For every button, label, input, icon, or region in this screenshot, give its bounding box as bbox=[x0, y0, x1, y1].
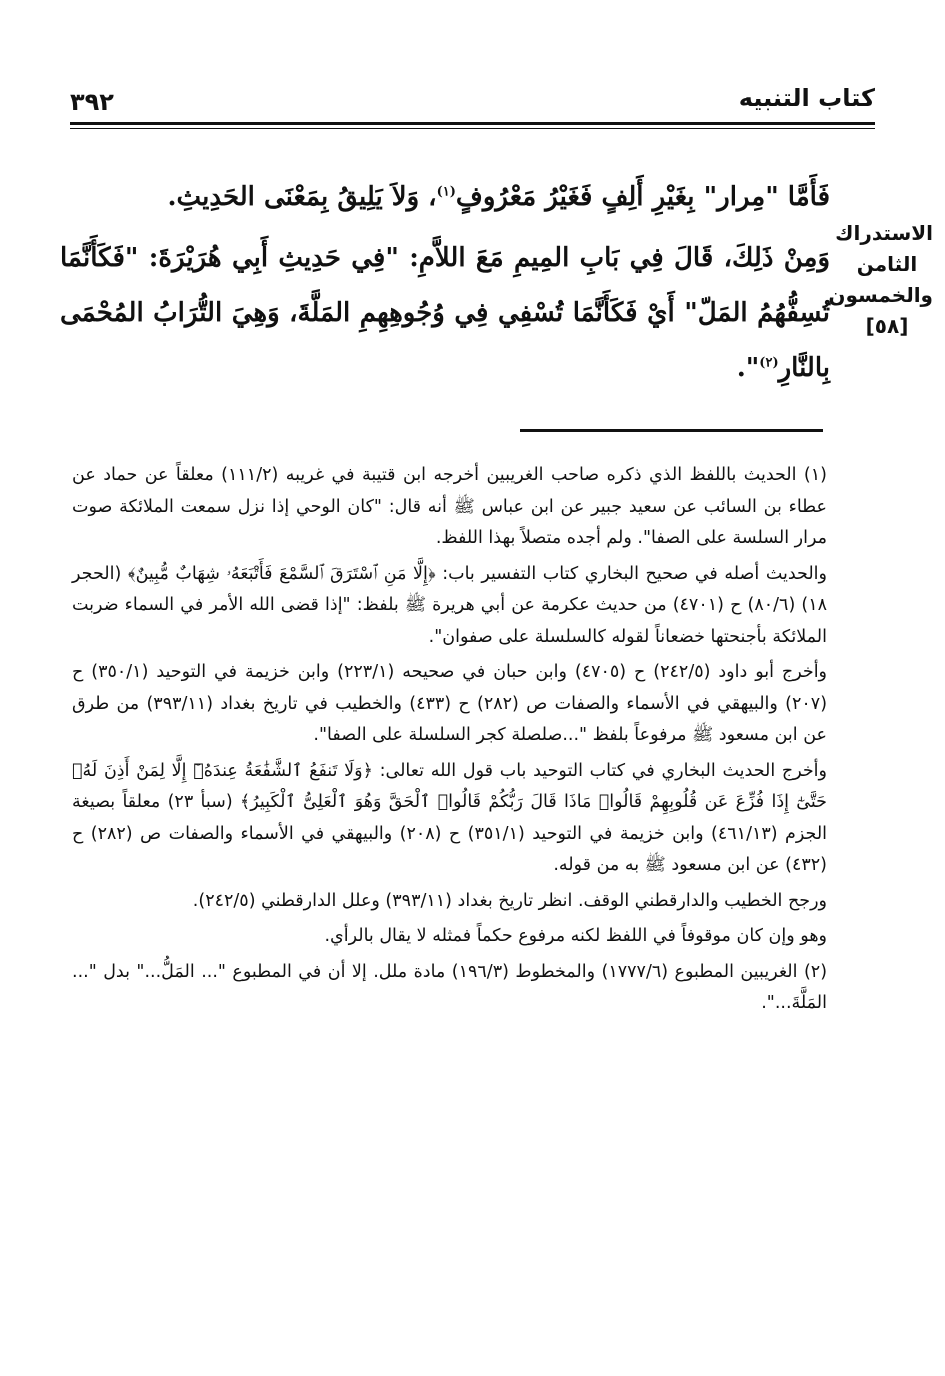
page-number: ٣٩٢ bbox=[70, 88, 114, 116]
footnote-paragraph: ورجح الخطيب والدارقطني الوقف. انظر تاريخ بغداد (٣٩٣/١١) وعلل الدارقطني (٢٤٢/٥). bbox=[192, 890, 827, 911]
footnote-paragraph: (١) الحديث باللفظ الذي ذكره صاحب الغريبين أخرجه ابن قتيبة في غريبه (١١١/٢) معلقاً عن حماد عن عطاء بن السائب عن سعيد جبير عن ابن عباس ﷺ أنه قال: "كان الوحي إذا نزل سمعت الملائكة صوت مرار السلسة على الصفا". ولم أجده متصلاً بهذا اللفظ. bbox=[72, 465, 827, 548]
page-header bbox=[70, 78, 875, 134]
margin-note-line: والخمسون bbox=[828, 283, 933, 307]
paragraph-text: ، وَلاَ يَلِيقُ بِمَعْنَى الحَدِيثِ. bbox=[167, 182, 437, 212]
paragraph-text: وَمِنْ ذَلِكَ، قَالَ فِي بَابِ المِيمِ مَعَ اللاَّمِ: "فِي حَدِيثِ أَبِي هُرَيْرَةَ: "فَكَأَنَّمَا تُسِفُّهُمُ المَلّ" أَيْ فَكَأَنَّمَا تُسْفِي فِي وُجُوهِهِمِ المَلَّةَ، وَهِيَ التُّرَابُ المُحْمَى بِالنَّارِ bbox=[60, 243, 830, 383]
footnote-paragraph: وأخرج الحديث البخاري في كتاب التوحيد باب قول الله تعالى: ﴿وَلَا تَنفَعُ ٱلشَّفَٰعَةُ عِندَهُۥٓ إِلَّا لِمَنْ أَذِنَ لَهُۥ حَتَّىٰٓ إِذَا فُزِّعَ عَن قُلُوبِهِمْ قَالُوا۟ مَاذَا قَالَ رَبُّكُمْ قَالُوا۟ ٱلْحَقَّ وَهُوَ ٱلْعَلِىُّ ٱلْكَبِيرُ﴾ (سبأ ٢٣) معلقاً بصيغة الجزم (٤٦١/١٣) وابن خزيمة في التوحيد (٣٥١/١) ح (٢٠٨) والبيهقي في الأسماء والصفات ص (٢٨٢) ح (٤٣٢) عن ابن مسعود ﷺ به من قوله. bbox=[72, 760, 828, 875]
header-rule bbox=[70, 122, 875, 125]
main-paragraph bbox=[60, 231, 830, 396]
footnote-paragraph: وهو وإن كان موقوفاً في اللفظ لكنه مرفوع حكماً فمثله لا يقال بالرأي. bbox=[324, 926, 827, 946]
margin-note-number: [٥٨] bbox=[865, 314, 909, 338]
paragraph-text: ". bbox=[736, 353, 760, 383]
paragraph-text: فَأَمَّا "مِرار" بِغَيْرِ أَلِفٍ فَغَيْرُ مَعْرُوفٍ bbox=[455, 182, 830, 212]
footnote-separator bbox=[520, 429, 823, 432]
footnote-ref: (٢) bbox=[759, 355, 779, 371]
margin-note-line: الاستدراك bbox=[835, 221, 933, 245]
footnote-paragraph: والحديث أصله في صحيح البخاري كتاب التفسير باب: ﴿إِلَّا مَنِ ٱسْتَرَقَ ٱلسَّمْعَ فَأَتْبَعَهُۥ شِهَابٌ مُّبِينٌ﴾ (الحجر ١٨) (٨٠/٦) ح (٤٧٠١) من حديث عكرمة عن أبي هريرة ﷺ بلفظ: "إذا قضى الله الأمر في السماء ضربت الملائكة بأجنحتها خضعاناً لقوله كالسلسلة على صفوان". bbox=[72, 563, 828, 647]
footnote-paragraph: (٢) الغريبين المطبوع (١٧٧٧/٦) والمخطوط (١٩٦/٣) مادة ملل. إلا أن في المطبوع "... المَلُّ..." بدل "... المَلَّةَ...". bbox=[72, 961, 828, 1013]
footnote-paragraph: وأخرج أبو داود (٢٤٢/٥) ح (٤٧٠٥) وابن حبان في صحيحه (٢٢٣/١) وابن خزيمة في التوحيد (٣٥٠/١) ح (٢٠٧) والبيهقي في الأسماء والصفات ص (٢٨٢) ح (٤٣٣) والخطيب في تاريخ بغداد (٣٩٣/١١) من طرق عن ابن مسعود ﷺ مرفوعاً بلفظ "...صلصلة كجر السلسلة على الصفا". bbox=[72, 662, 828, 745]
footnotes bbox=[72, 460, 827, 1024]
margin-note-line: الثامن bbox=[856, 252, 918, 276]
main-text bbox=[60, 170, 830, 396]
header-rule-thin bbox=[70, 128, 875, 129]
running-title: كتاب التنبيه bbox=[738, 84, 875, 112]
footnote-ref: (١) bbox=[436, 184, 456, 200]
margin-note bbox=[828, 218, 933, 342]
main-paragraph bbox=[60, 170, 830, 225]
